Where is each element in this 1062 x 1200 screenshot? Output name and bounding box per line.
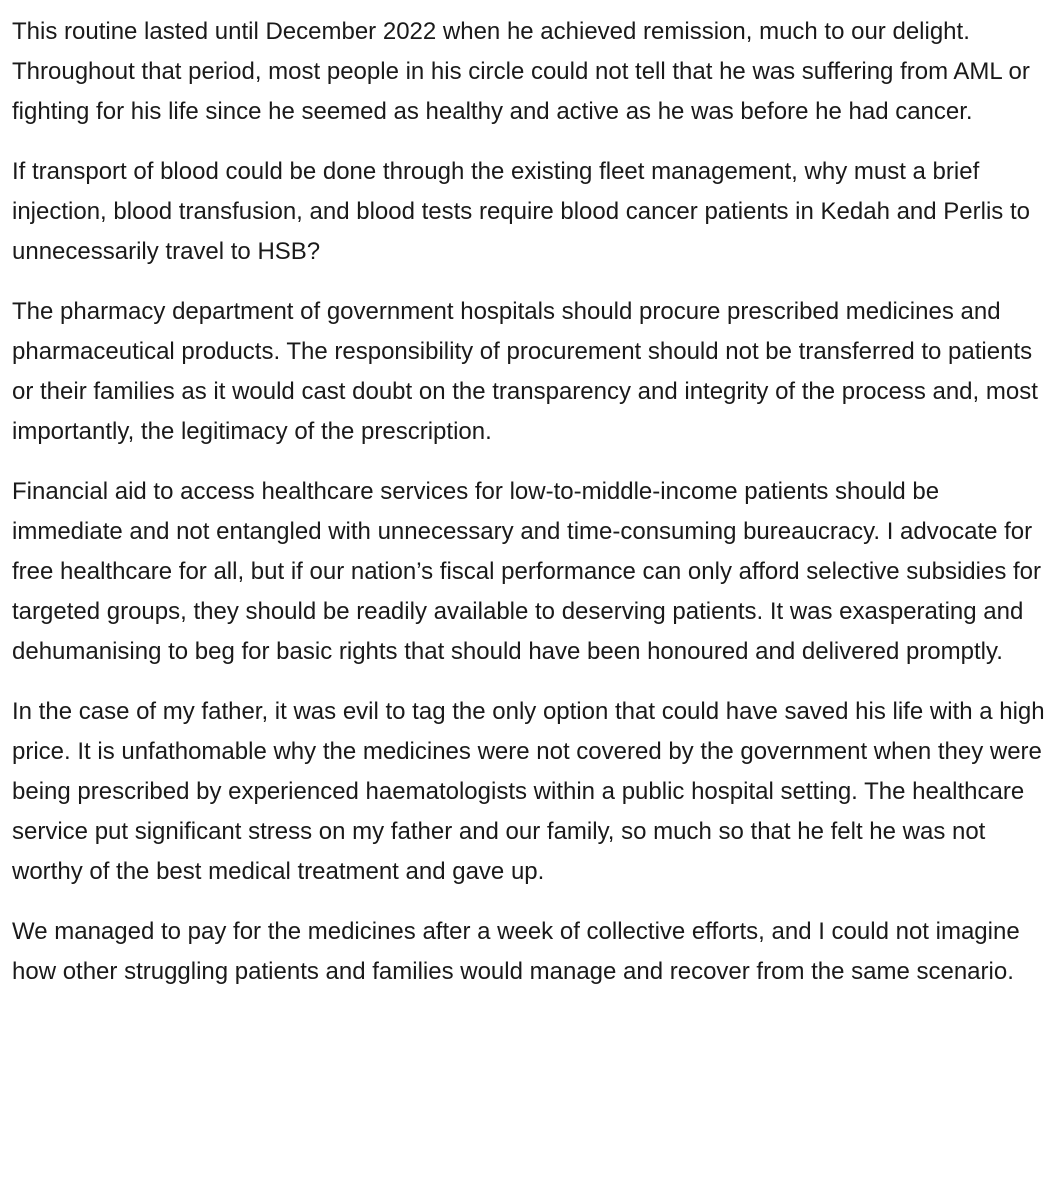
paragraph-collective-efforts: We managed to pay for the medicines after a week of collective efforts, and I could not imagine how other struggling patients and families would manage and recover from the same scenario. bbox=[12, 918, 1020, 985]
paragraph-financial-aid: Financial aid to access healthcare services for low-to-middle-income patients should be immediate and not entangled with unnecessary and time-consuming bureaucracy. I advocate for free healthcare for all, but if our nation’s fiscal performance can only afford selective subsidies for targeted groups, they should be readily available to deserving patients. It was exasperating and dehumanising to beg for basic rights that should have been honoured and delivered promptly. bbox=[12, 478, 1041, 665]
paragraph-pharmacy-procurement: The pharmacy department of government hospitals should procure prescribed medicines and pharmaceutical products. The responsibility of procurement should not be transferred to patients or their families as it would cast doubt on the transparency and integrity of the process and, most importantly, the legitimacy of the prescription. bbox=[12, 298, 1038, 445]
paragraph-father-case: In the case of my father, it was evil to tag the only option that could have saved his life with a high price. It is unfathomable why the medicines were not covered by the government when they were being prescribed by experienced haematologists within a public hospital setting. The healthcare service put significant stress on my father and our family, so much so that he felt he was not worthy of the best medical treatment and gave up. bbox=[12, 698, 1045, 885]
paragraph-blood-transport: If transport of blood could be done through the existing fleet management, why must a brief injection, blood transfusion, and blood tests require blood cancer patients in Kedah and Perlis to unnecessarily travel to HSB? bbox=[12, 158, 1030, 265]
paragraph-remission: This routine lasted until December 2022 when he achieved remission, much to our delight. Throughout that period, most people in his circle could not tell that he was suffering from AML or fighting for his life since he seemed as healthy and active as he was before he had cancer. bbox=[12, 18, 1030, 125]
article-body bbox=[12, 12, 1052, 1012]
